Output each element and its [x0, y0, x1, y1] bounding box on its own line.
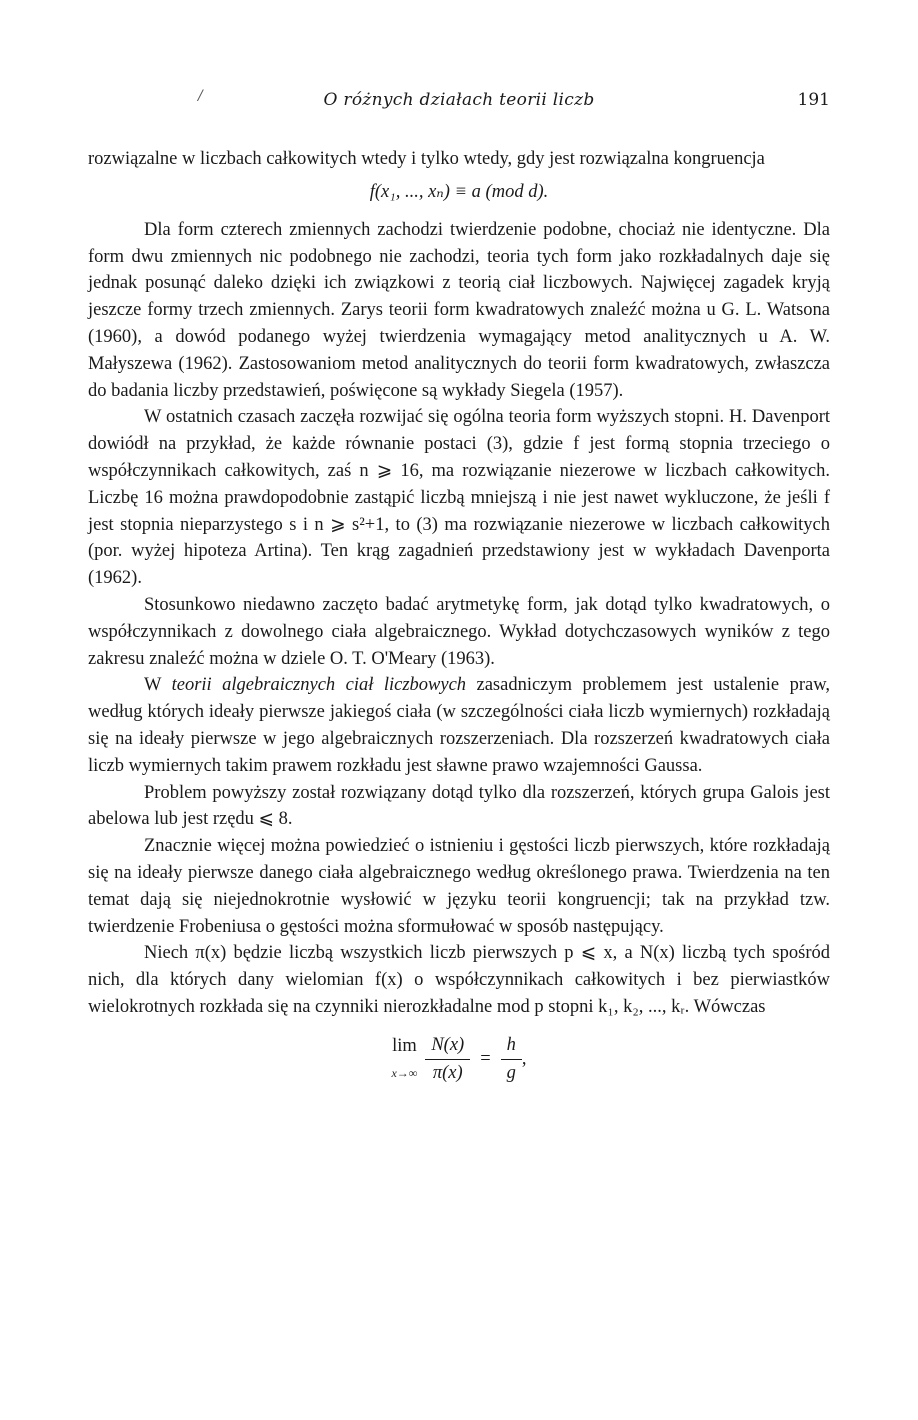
paragraph-7: Znacznie więcej można powiedzieć o istnieniu i gęstości liczb pierwszych, które rozkładają się na ideały pierwsze danego ciała algebraicznego według określonego prawa. Twierdzenia na ten temat dają się niejednokrotnie wysłowić w języku teorii kongruencji; tak na przykład tzw. twierdzenie Frobeniusa o gęstości można sformułować w sposób następujący.	[88, 836, 830, 937]
fraction-right-numerator: h	[501, 1032, 522, 1060]
fraction-left-denominator: π(x)	[432, 1063, 463, 1084]
trailing-comma: ,	[521, 1049, 527, 1070]
fraction-left-numerator: N(x)	[425, 1032, 470, 1060]
paragraph-3: W ostatnich czasach zaczęła rozwijać się ogólna teoria form wyższych stopni. H. Davenport dowiódł na przykład, że każde równanie postaci (3), gdzie f jest formą stopnia trzeciego o współczynnikach całkowitych, zaś n ⩾ 16, ma rozwiązanie niezerowe w liczbach całkowitych. Liczbę 16 można prawdopodobnie zastąpić liczbą mniejszą i nie jest nawet wykluczone, że jeśli f jest stopnia nieparzystego s i n ⩾ s²+1, to (3) ma rozwiązanie niezerowe w liczbach całkowitych (por. wyżej hipoteza Artina). Ten krąg zagadnień przedstawiony jest w wykładach Davenporta (1962).	[88, 407, 830, 589]
paragraph-5	[88, 672, 830, 779]
paragraph-2: Dla form czterech zmiennych zachodzi twierdzenie podobne, chociaż nie identyczne. Dla form dwu zmiennych nic podobnego nie zachodzi, teoria tych form jako rozkładalnych daje się jednak posunąć daleko dzięki ich związkowi z teorią ciał liczbowych. Najwięcej zagadek kryją jeszcze formy trzech zmiennych. Zarys teorii form kwadratowych znaleźć można u G. L. Watsona (1960), a dowód podanego wyżej twierdzenia wymagający metod analitycznych u A. W. Małyszewa (1962). Zastosowaniom metod analitycznych do teorii form kwadratowych, zwłaszcza do badania liczby przedstawień, poświęcone są wykłady Siegela (1957).	[88, 219, 830, 401]
fraction-right-denominator: g	[506, 1063, 516, 1084]
p5-pre: W	[144, 675, 172, 696]
lim-subscript: x→∞	[391, 1065, 418, 1080]
p5-italic: teorii algebraicznych ciał liczbowych	[171, 675, 467, 696]
fraction-right	[501, 1032, 522, 1087]
page-number: 191	[797, 90, 830, 110]
limit-operator	[391, 1033, 417, 1087]
paragraph-4: Stosunkowo niedawno zaczęto badać arytmetykę form, jak dotąd tylko kwadratowych, o współczynnikach z dowolnego ciała algebraicznego. Wykład dotychczasowych wyników z tego zakresu znaleźć można w dziele O. T. O'Meary (1963).	[88, 594, 830, 669]
formula-congruence: f(x₁, ..., xₙ) ≡ a (mod d).	[369, 181, 549, 202]
running-header	[88, 90, 830, 116]
lim-word: lim	[392, 1035, 417, 1056]
paragraph-1: rozwiązalne w liczbach całkowitych wtedy i tylko wtedy, gdy jest rozwiązalna kongruencja	[88, 149, 765, 169]
running-title: O różnych działach teorii liczb	[323, 90, 595, 110]
paragraph-8: Niech π(x) będzie liczbą wszystkich liczb pierwszych p ⩽ x, a N(x) liczbą tych spośród nich, dla których dany wielomian f(x) o współczynnikach całkowitych i bez pierwiastków wielokrotnych rozkłada się na czynniki nierozkładalne mod p stopni k₁, k₂, ..., kᵣ. Wówczas	[88, 943, 830, 1017]
body-text	[88, 146, 830, 1093]
paragraph-6: Problem powyższy został rozwiązany dotąd tylko dla rozszerzeń, których grupa Galois jest abelowa lub jest rzędu ⩽ 8.	[88, 782, 830, 830]
equals-sign: =	[480, 1049, 491, 1070]
p5-post: zasadniczym problemem jest ustalenie praw, według których ideały pierwsze jakiegoś ciała (w szczególności ciała liczb wymiernych) rozkładają się na ideały pierwsze w jego algebraicznych rozszerzeniach. Dla rozszerzeń kwadratowych ciała liczb wymiernych takim prawem rozkładu jest sławne prawo wzajemności Gaussa.	[88, 675, 830, 776]
limit-formula	[88, 1027, 830, 1093]
pencil-mark: /	[198, 88, 203, 104]
fraction-left	[425, 1032, 470, 1087]
